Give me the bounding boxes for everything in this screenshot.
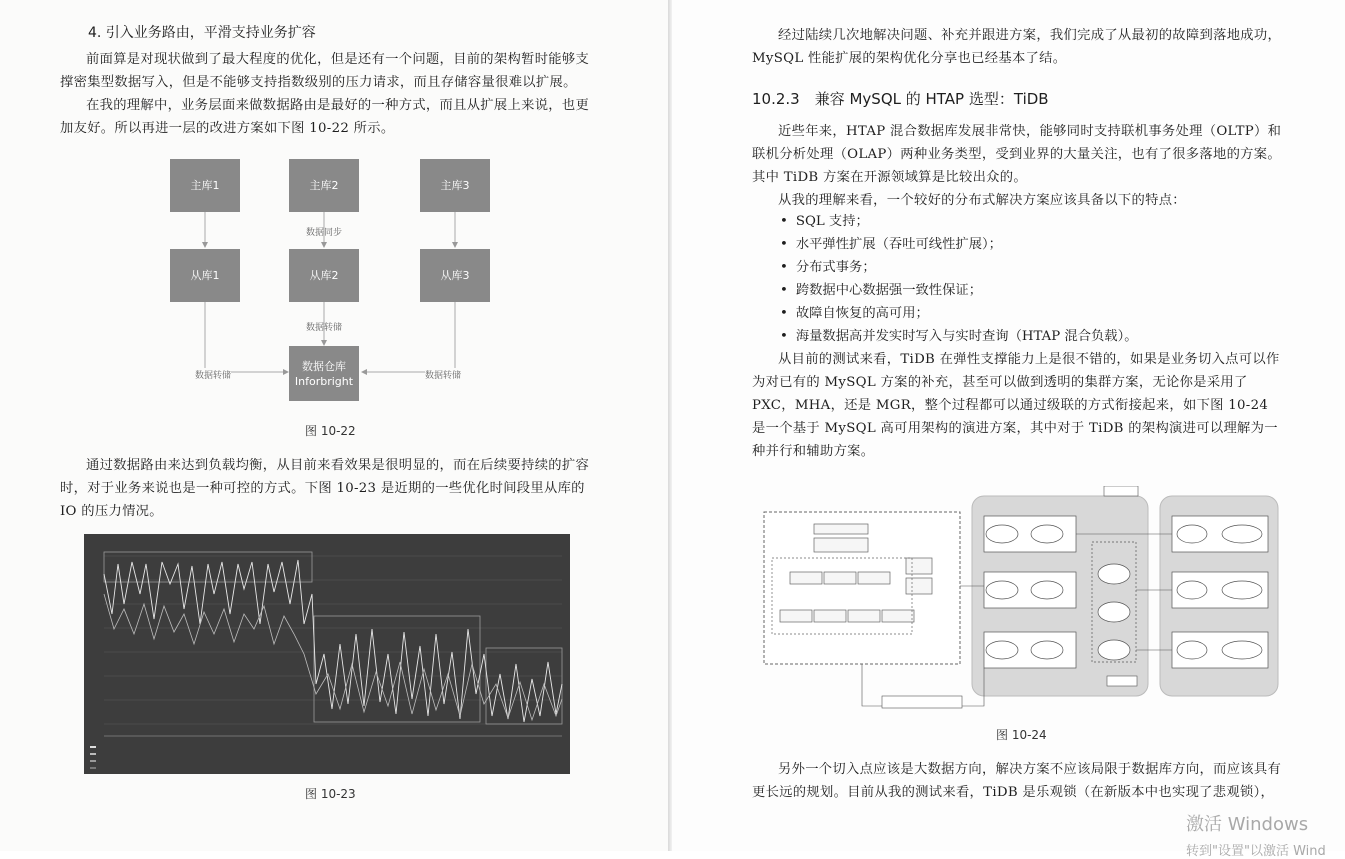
slave-db-3: 从库3 — [420, 249, 490, 302]
list-item: • 故障自恢复的高可用； — [780, 302, 1138, 325]
arrow — [205, 302, 288, 372]
list-item: • SQL 支持； — [780, 210, 1138, 233]
windows-activation-watermark — [1186, 810, 1326, 859]
list-item: • 分布式事务； — [780, 256, 1138, 279]
list-item: • 水平弹性扩展（吞吐可线性扩展）； — [780, 233, 1138, 256]
slave-db-1: 从库1 — [170, 249, 240, 302]
master-db-1: 主库1 — [170, 159, 240, 212]
paragraph: 另外一个切入点应该是大数据方向，解决方案不应该局限于数据库方向，而应该具有更长远的规划。目前从我的测试来看，TiDB 是乐观锁（在新版本中也实现了悲观锁）， — [752, 762, 1282, 800]
warehouse-line1: 数据仓库 — [302, 359, 346, 373]
paragraph: 经过陆续几次地解决问题、补充并跟进方案，我们完成了从最初的故障到落地成功，MySQL 性能扩展的架构优化分享也已经基本了结。 — [752, 28, 1282, 66]
right-page — [672, 0, 1345, 851]
slave-db-2: 从库2 — [289, 249, 359, 302]
paragraph: 从目前的测试来看，TiDB 在弹性支撑能力上是很不错的，如果是业务切入点可以作为对已有的 MySQL 方案的补充，甚至可以做到透明的集群方案，无论你是采用了 PXC，MHA，还是 MGR，整个过程都可以通过级联的方式衔接起来，如下图 10-24 是一个基于 MySQL 高可用架构的演进方案，其中对于 TiDB 的架构演进可以理解为一种并行和辅助方案。 — [752, 352, 1280, 459]
list-item: • 跨数据中心数据强一致性保证； — [780, 279, 1138, 302]
data-warehouse — [289, 346, 359, 401]
paragraph: 通过数据路由来达到负载均衡，从目前来看效果是很明显的，而在后续要持续的扩容时，对于业务来说也是一种可控的方式。下图 10-23 是近期的一些优化时间段里从库的IO 的压力情况。 — [60, 458, 590, 519]
transfer-label: 数据转储 — [195, 368, 231, 381]
transfer-label: 数据转储 — [306, 323, 343, 333]
feature-list — [780, 210, 1138, 348]
chart-background — [84, 534, 570, 774]
paragraph: 前面算是对现状做到了最大程度的优化，但是还有一个问题，目前的架构暂时能够支撑密集型数据写入，但是不能够支持指数级别的压力请求，而且存储容量很难以扩展。 — [60, 52, 590, 90]
arrow — [362, 302, 455, 372]
watermark-line2: 转到"设置"以激活 Wind — [1186, 844, 1326, 859]
watermark-line1: 激活 Windows — [1186, 814, 1309, 835]
section-heading: 10.2.3 兼容 MySQL 的 HTAP 选型：TiDB — [752, 90, 1049, 108]
figure-10-24-diagram — [762, 486, 1280, 712]
figure-caption: 图 10-23 — [305, 787, 356, 801]
figure-caption: 图 10-24 — [996, 728, 1047, 742]
transfer-label: 数据转储 — [425, 368, 461, 381]
list-item: • 海量数据高并发实时写入与实时查询（HTAP 混合负载）。 — [780, 325, 1138, 348]
master-db-2: 主库2 — [289, 159, 359, 212]
master-db-3: 主库3 — [420, 159, 490, 212]
sync-label: 数据同步 — [306, 228, 343, 238]
warehouse-line2: Inforbright — [294, 374, 354, 388]
stage-two-nodes — [1172, 516, 1268, 668]
left-page — [0, 0, 668, 851]
paragraph: 在我的理解中，业务层面来做数据路由是最好的一种方式，而且从扩展上来说，也更加友好。所以再进一层的改进方案如下图 10-22 所示。 — [60, 98, 590, 136]
io-pressure-chart — [84, 534, 570, 774]
figure-caption: 图 10-22 — [305, 424, 356, 438]
section-heading: 4. 引入业务路由，平滑支持业务扩容 — [88, 25, 316, 41]
paragraph: 从我的理解来看，一个较好的分布式解决方案应该具备以下的特点： — [778, 193, 1186, 208]
paragraph: 近些年来，HTAP 混合数据库发展非常快，能够同时支持联机事务处理（OLTP）和联机分析处理（OLAP）两种业务类型，受到业界的大量关注，也有了很多落地的方案。其中 TiDB 方案在开源领域算是比较出众的。 — [752, 124, 1282, 185]
